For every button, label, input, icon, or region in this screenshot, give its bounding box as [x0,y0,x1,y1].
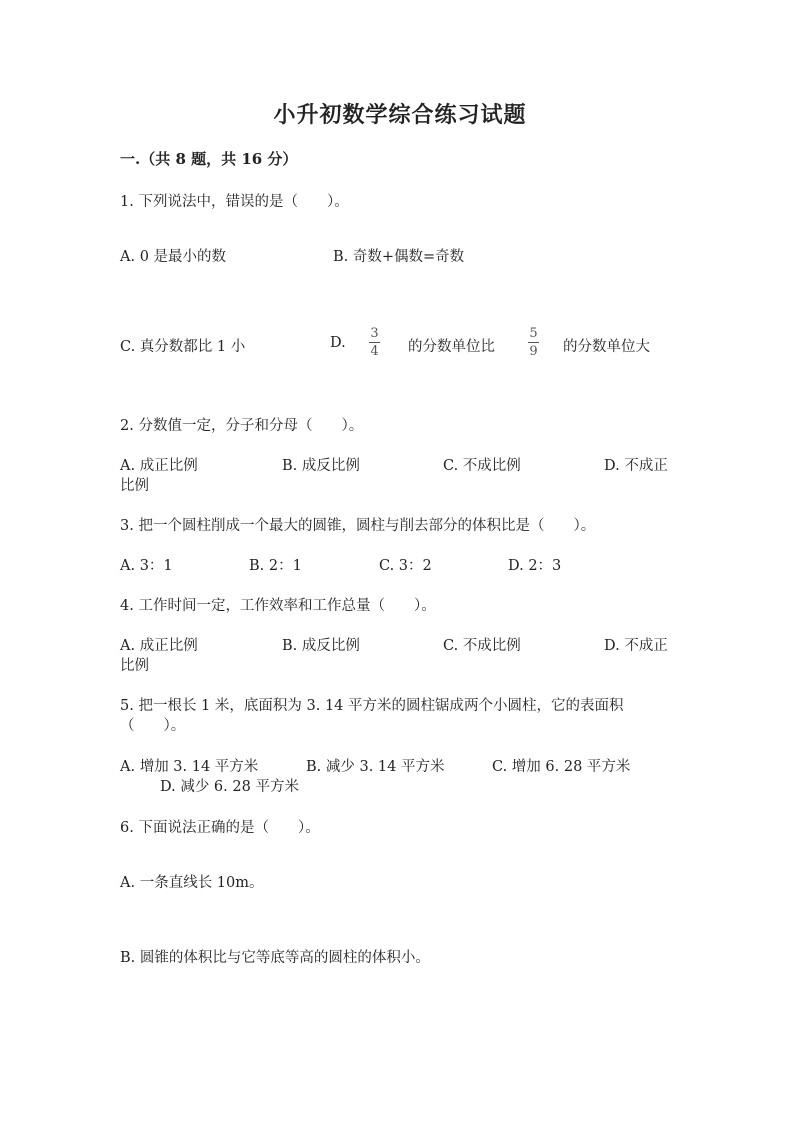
fraction-five-ninths [528,326,539,359]
question-4-stem: 4. 工作时间一定，工作效率和工作总量（ ）。 [120,598,436,614]
question-5-stem-line2: （ ）。 [120,718,186,734]
question-4-option-d-line1: D. 不成正 [604,638,668,654]
question-4-option-d-line2: 比例 [120,658,149,674]
question-5-option-b: B. 减少 3. 14 平方米 [306,759,445,775]
question-2-stem: 2. 分数值一定，分子和分母（ ）。 [120,418,364,434]
question-1-option-a: A. 0 是最小的数 [120,249,227,265]
question-5-option-a: A. 增加 3. 14 平方米 [120,759,259,775]
fraction-numerator: 5 [529,326,538,341]
question-5-option-c: C. 增加 6. 28 平方米 [492,759,631,775]
fraction-bar [369,342,380,343]
question-1-option-d-mid: 的分数单位比 [408,339,495,355]
page-title: 小升初数学综合练习试题 [273,102,527,128]
question-5-stem-line1: 5. 把一根长 1 米，底面积为 3. 14 平方米的圆柱锯成两个小圆柱，它的表面积 [120,698,624,714]
question-4-option-a: A. 成正比例 [120,638,198,654]
question-1-stem: 1. 下列说法中，错误的是（ ）。 [120,194,349,210]
question-6-option-a: A. 一条直线长 10m。 [120,875,264,891]
question-2-option-a: A. 成正比例 [120,458,198,474]
question-2-option-d-line2: 比例 [120,478,149,494]
question-1-option-c: C. 真分数都比 1 小 [120,339,246,355]
question-3-option-d: D. 2：3 [508,558,562,574]
question-1-option-d-suffix: 的分数单位大 [563,339,650,355]
question-3-stem: 3. 把一个圆柱削成一个最大的圆锥，圆柱与削去部分的体积比是（ ）。 [120,518,596,534]
question-6-stem: 6. 下面说法正确的是（ ）。 [120,820,320,836]
question-1-option-b: B. 奇数+偶数=奇数 [333,249,465,265]
fraction-bar [528,342,539,343]
question-4-option-c: C. 不成比例 [443,638,521,654]
question-3-option-c: C. 3：2 [379,558,432,574]
question-5-option-d: D. 减少 6. 28 平方米 [160,779,299,795]
question-1-option-d-prefix: D. [330,335,346,351]
fraction-denominator: 4 [370,344,379,359]
question-2-option-b: B. 成反比例 [282,458,360,474]
question-3-option-b: B. 2：1 [249,558,302,574]
question-3-option-a: A. 3：1 [120,558,173,574]
question-2-option-c: C. 不成比例 [443,458,521,474]
question-4-option-b: B. 成反比例 [282,638,360,654]
question-2-option-d-line1: D. 不成正 [604,458,668,474]
fraction-three-quarters [369,326,380,359]
fraction-numerator: 3 [370,326,379,341]
section-heading: 一.（共 8 题，共 16 分） [120,150,298,168]
question-6-option-b: B. 圆锥的体积比与它等底等高的圆柱的体积小。 [120,950,430,966]
fraction-denominator: 9 [529,344,538,359]
